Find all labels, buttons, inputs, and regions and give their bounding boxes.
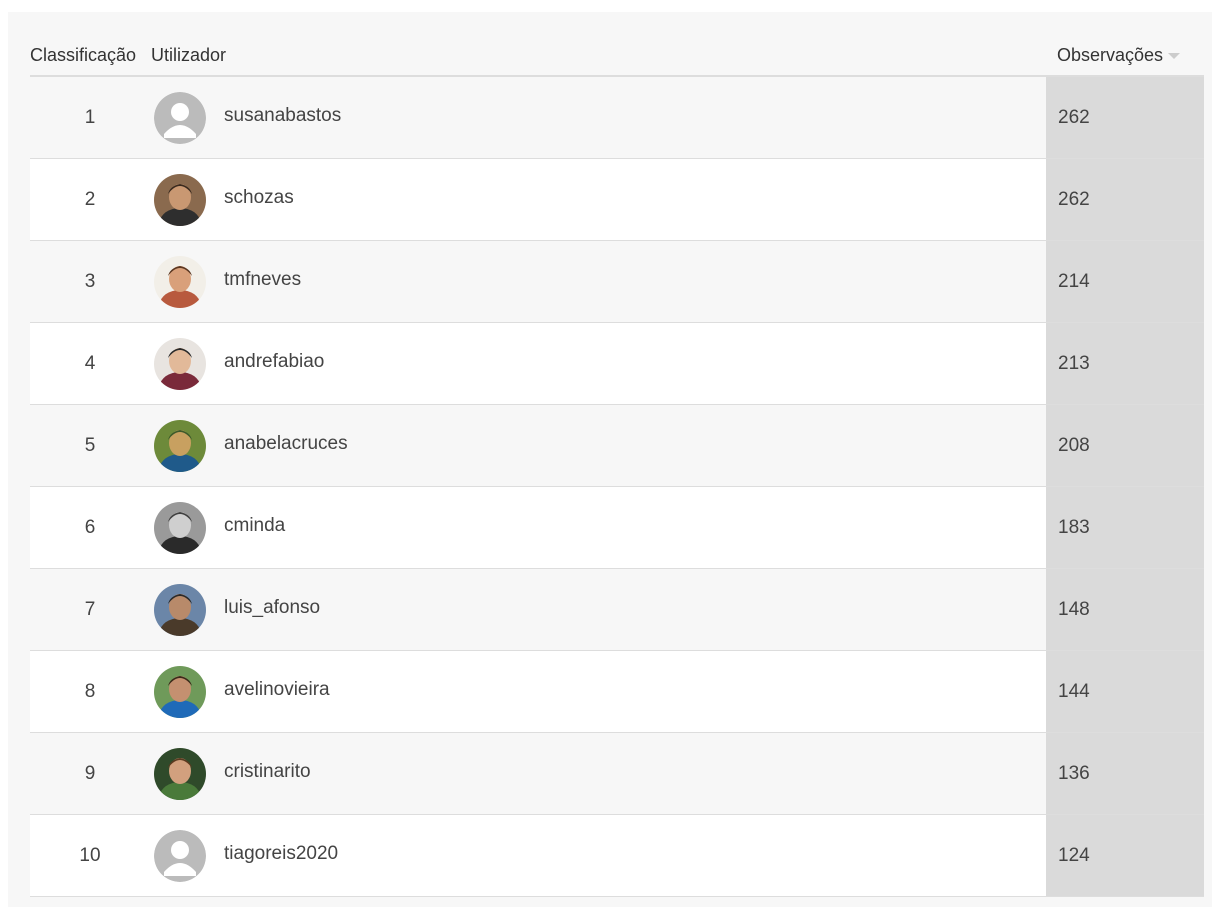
rank-cell: 9 [84, 763, 96, 784]
user-avatar[interactable] [154, 748, 206, 800]
sort-descending-icon[interactable] [1168, 53, 1180, 59]
table-row [30, 159, 1204, 241]
username-link[interactable]: susanabastos [224, 105, 342, 126]
table-row [30, 569, 1204, 651]
observations-header-label: Observações [1057, 45, 1164, 65]
user-avatar[interactable] [154, 584, 206, 636]
table-row [30, 815, 1204, 897]
table-row [30, 405, 1204, 487]
user-avatar[interactable] [154, 256, 206, 308]
observations-count: 148 [1058, 599, 1090, 620]
observations-count: 183 [1058, 517, 1090, 538]
observations-count: 208 [1058, 435, 1090, 456]
username-link[interactable]: cminda [224, 515, 286, 536]
username-link[interactable]: schozas [224, 187, 294, 208]
leaderboard-rows [30, 77, 1204, 897]
rank-cell: 3 [84, 271, 96, 292]
user-avatar[interactable] [154, 666, 206, 718]
user-avatar[interactable] [154, 174, 206, 226]
rank-cell: 8 [84, 681, 96, 702]
table-row [30, 733, 1204, 815]
observations-count: 124 [1058, 845, 1090, 866]
username-link[interactable]: tmfneves [224, 269, 302, 290]
user-avatar[interactable] [154, 338, 206, 390]
observations-cell [1046, 159, 1204, 240]
default-user-icon [154, 92, 206, 144]
observations-cell [1046, 323, 1204, 404]
rank-cell: 6 [84, 517, 96, 538]
user-column-header: Utilizador [151, 45, 227, 65]
table-header [30, 43, 1204, 77]
observations-count: 214 [1058, 271, 1090, 292]
observations-cell [1046, 651, 1204, 732]
username-link[interactable]: luis_afonso [224, 597, 321, 618]
default-user-icon [154, 830, 206, 882]
user-avatar[interactable] [154, 92, 206, 144]
username-link[interactable]: cristinarito [224, 761, 311, 782]
observations-count: 136 [1058, 763, 1090, 784]
rank-cell: 10 [79, 845, 101, 866]
observations-column-header[interactable] [1057, 43, 1180, 67]
rank-cell: 4 [84, 353, 96, 374]
user-avatar[interactable] [154, 420, 206, 472]
user-avatar[interactable] [154, 830, 206, 882]
observations-count: 144 [1058, 681, 1090, 702]
observations-cell [1046, 815, 1204, 896]
username-link[interactable]: avelinovieira [224, 679, 330, 700]
observations-count: 213 [1058, 353, 1090, 374]
rank-cell: 1 [84, 107, 96, 128]
username-link[interactable]: tiagoreis2020 [224, 843, 339, 864]
observations-cell [1046, 77, 1204, 158]
user-avatar[interactable] [154, 502, 206, 554]
rank-cell: 7 [84, 599, 96, 620]
rank-cell: 5 [84, 435, 96, 456]
observations-cell [1046, 487, 1204, 568]
observations-cell [1046, 241, 1204, 322]
table-row [30, 487, 1204, 569]
observations-cell [1046, 405, 1204, 486]
table-row [30, 651, 1204, 733]
observations-cell [1046, 733, 1204, 814]
observations-cell [1046, 569, 1204, 650]
rank-cell: 2 [84, 189, 96, 210]
observations-count: 262 [1058, 107, 1090, 128]
table-row [30, 241, 1204, 323]
observations-count: 262 [1058, 189, 1090, 210]
username-link[interactable]: andrefabiao [224, 351, 325, 372]
rank-column-header: Classificação [30, 45, 137, 65]
table-row [30, 323, 1204, 405]
table-row [30, 77, 1204, 159]
username-link[interactable]: anabelacruces [224, 433, 348, 454]
